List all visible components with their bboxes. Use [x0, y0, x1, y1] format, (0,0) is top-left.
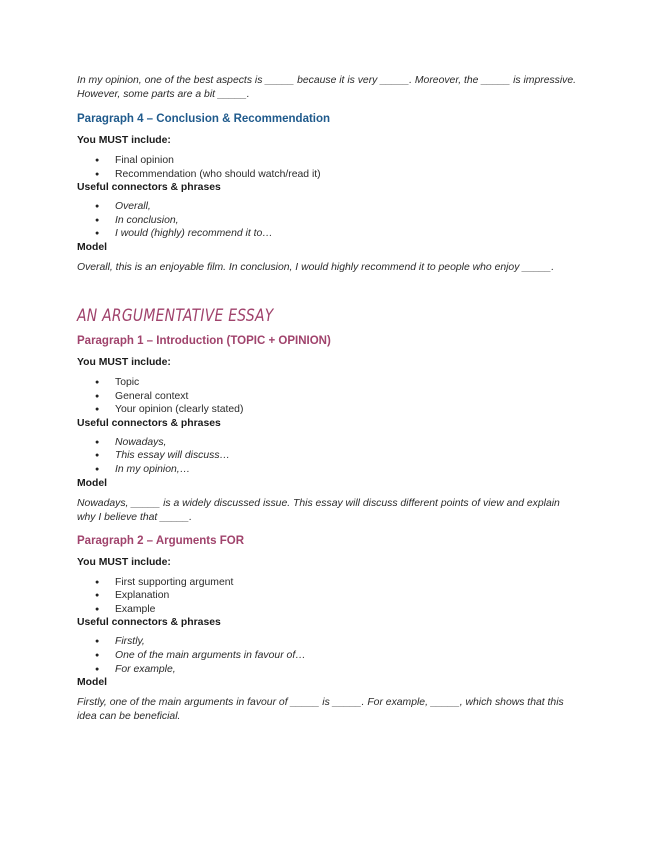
a1-must-label: You MUST include: [77, 356, 171, 368]
list-item-text: In my opinion,… [115, 463, 191, 475]
list-item-text: One of the main arguments in favour of… [115, 649, 306, 661]
list-item-text: In conclusion, [115, 214, 179, 226]
list-item-text: I would (highly) recommend it to… [115, 228, 273, 240]
list-item: ● Example [115, 603, 577, 617]
a1-must-list [77, 376, 577, 417]
list-item [115, 635, 577, 649]
a2-must-label: You MUST include: [77, 556, 171, 568]
section-paragraph-4 [77, 113, 577, 275]
list-item: ● Final opinion [115, 154, 577, 168]
a2-must-list [77, 576, 577, 617]
list-item-text: Overall, [115, 201, 151, 213]
a1-model-label: Model [77, 477, 108, 489]
list-item: ● Topic [115, 376, 577, 390]
p4-model-text: Overall, this is an enjoyable film. In conclusion, I would highly recommend it to people who enjoy _____. [77, 261, 555, 273]
list-item-text: For example, [115, 663, 176, 675]
list-item [115, 663, 577, 677]
p4-useful-list [77, 200, 577, 241]
p4-model-label: Model [77, 241, 108, 253]
list-item: ● Explanation [115, 589, 577, 603]
a1-useful-label: Useful connectors & phrases [77, 417, 221, 429]
list-item-text: Firstly, [115, 636, 145, 648]
essay-title: AN ARGUMENTATIVE ESSAY [77, 305, 274, 326]
list-item [115, 200, 577, 214]
list-item [115, 227, 577, 241]
list-item: ● General context [115, 390, 577, 404]
p4-useful-label: Useful connectors & phrases [77, 182, 221, 194]
section-argumentative-paragraph-1 [77, 335, 577, 525]
a2-useful-list [77, 635, 577, 676]
list-item-text: This essay will discuss… [115, 450, 230, 462]
a1-model-text: Nowadays, _____ is a widely discussed issue. This essay will discuss different points of view and explain why I believe that _____. [77, 497, 560, 523]
a1-useful-list [77, 436, 577, 477]
list-item [115, 649, 577, 663]
a2-model-text: Firstly, one of the main arguments in favour of _____ is _____. For example, _____, which shows that this idea can be beneficial. [77, 697, 564, 723]
a2-heading: Paragraph 2 – Arguments FOR [77, 534, 245, 547]
document-page [77, 74, 577, 724]
a2-model-label: Model [77, 677, 108, 689]
list-item-text: Nowadays, [115, 436, 167, 448]
list-item [115, 449, 577, 463]
p4-heading: Paragraph 4 – Conclusion & Recommendation [77, 113, 331, 125]
list-item: ● Recommendation (who should watch/read it) [115, 168, 577, 182]
list-item [115, 214, 577, 228]
list-item [115, 436, 577, 450]
p4-must-label: You MUST include: [77, 135, 171, 146]
list-item [115, 463, 577, 477]
a1-heading: Paragraph 1 – Introduction (TOPIC + OPINION) [77, 334, 331, 347]
list-item: ● First supporting argument [115, 576, 577, 590]
p4-must-list [77, 154, 577, 181]
p3-model-text: In my opinion, one of the best aspects is _____ because it is very _____. Moreover, the _____ is impressive. However, some parts are a bit _____. [77, 75, 577, 100]
section-argumentative-paragraph-2 [77, 535, 577, 725]
list-item: ● Your opinion (clearly stated) [115, 403, 577, 417]
a2-useful-label: Useful connectors & phrases [77, 617, 221, 629]
